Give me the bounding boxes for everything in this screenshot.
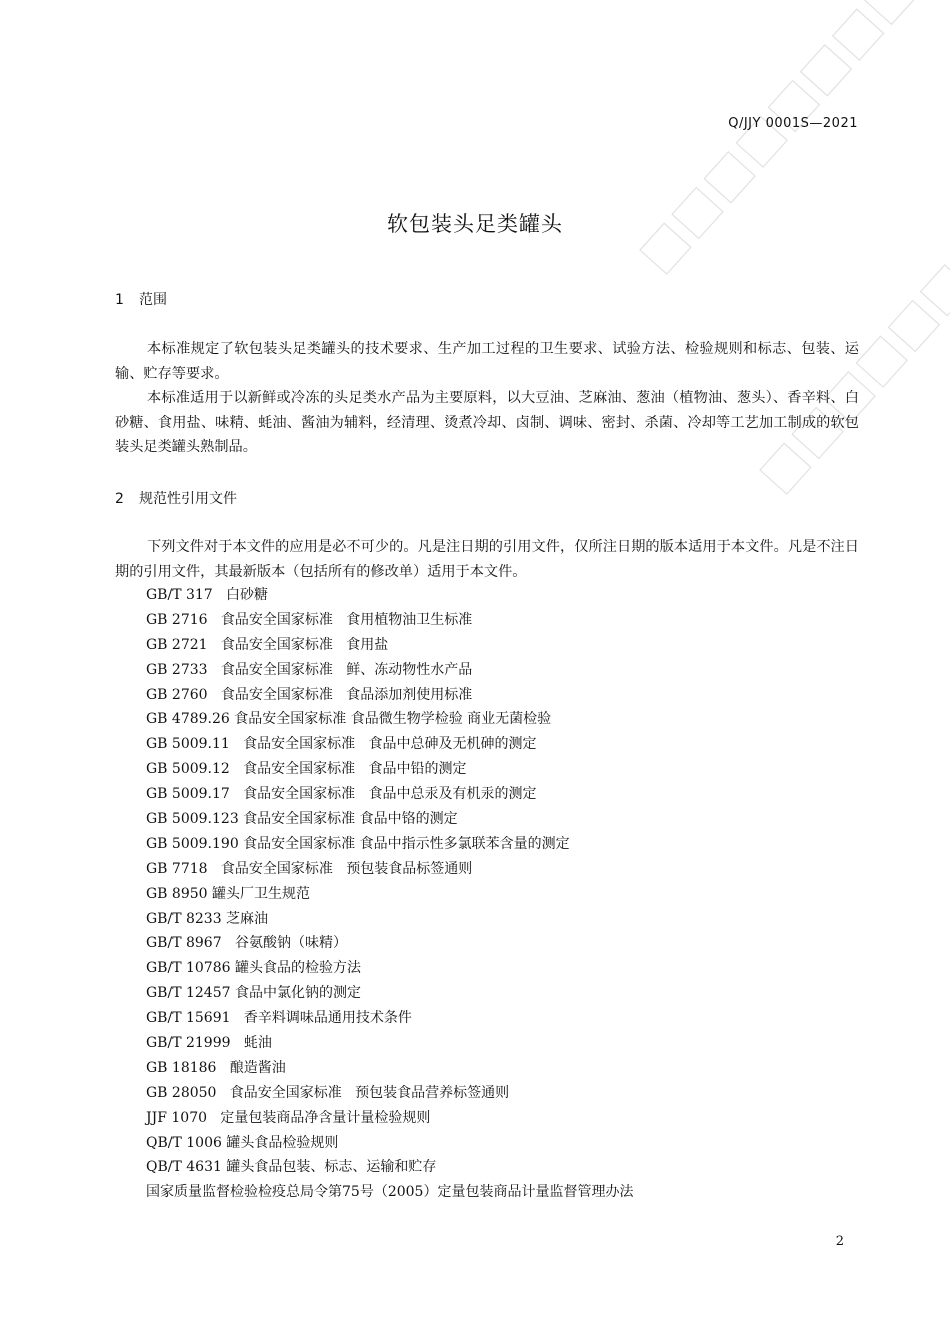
reference-item: GB 5009.123 食品安全国家标准 食品中铬的测定	[146, 811, 458, 828]
reference-item: GB 18186 酿造酱油	[146, 1059, 286, 1076]
reference-item: GB 8950 罐头厂卫生规范	[146, 885, 311, 902]
section-heading-scope	[115, 289, 167, 309]
reference-item: GB 5009.11 食品安全国家标准 食品中总砷及无机砷的测定	[146, 736, 537, 753]
reference-item: GB/T 15691 香辛料调味品通用技术条件	[146, 1010, 412, 1027]
reference-item: GB/T 21999 蚝油	[146, 1035, 272, 1052]
reference-item: GB 5009.17 食品安全国家标准 食品中总汞及有机汞的测定	[146, 786, 537, 803]
section-number: 1	[115, 292, 124, 308]
reference-item: QB/T 1006 罐头食品检验规则	[146, 1134, 339, 1151]
paragraph: 本标准规定了软包装头足类罐头的技术要求、生产加工过程的卫生要求、试验方法、检验规则和标志、包装、运输、贮存等要求。	[115, 341, 859, 382]
reference-item: GB/T 10786 罐头食品的检验方法	[146, 960, 361, 977]
reference-item: GB 4789.26 食品安全国家标准 食品微生物学检验 商业无菌检验	[146, 711, 552, 728]
section-heading-normative-references	[115, 488, 237, 508]
reference-item: GB 28050 食品安全国家标准 预包装食品营养标签通则	[146, 1084, 510, 1101]
reference-item: GB 7718 食品安全国家标准 预包装食品标签通则	[146, 860, 473, 877]
reference-item: GB 2733 食品安全国家标准 鲜、冻动物性水产品	[146, 661, 473, 678]
document-code: Q/JJY 0001S—2021	[728, 116, 858, 131]
reference-item: GB 2760 食品安全国家标准 食品添加剂使用标准	[146, 686, 473, 703]
reference-item: QB/T 4631 罐头食品包装、标志、运输和贮存	[146, 1159, 437, 1176]
reference-item: GB/T 317 白砂糖	[146, 587, 269, 603]
document-title: 软包装头足类罐头	[387, 212, 563, 236]
reference-item: JJF 1070 定量包装商品净含量计量检验规则	[146, 1109, 431, 1126]
reference-item: 国家质量监督检验检疫总局令第75号（2005）定量包装商品计量监督管理办法	[146, 1184, 634, 1201]
reference-list	[146, 583, 633, 1205]
section-title: 规范性引用文件	[139, 491, 237, 507]
paragraph: 下列文件对于本文件的应用是必不可少的。凡是注日期的引用文件，仅所注日期的版本适用于本文件。凡是不注日期的引用文件，其最新版本（包括所有的修改单）适用于本文件。	[115, 539, 859, 580]
paragraph: 本标准适用于以新鲜或冷冻的头足类水产品为主要原料，以大豆油、芝麻油、葱油（植物油、葱头）、香辛料、白砂糖、食用盐、味精、蚝油、酱油为辅料，经清理、烫煮冷却、卤制、调味、密封、杀菌、冷却等工艺加工制成的软包装头足类罐头熟制品。	[115, 390, 859, 455]
reference-item: GB/T 8233 芝麻油	[146, 910, 269, 927]
reference-item: GB 5009.12 食品安全国家标准 食品中铅的测定	[146, 761, 467, 778]
reference-item: GB 2721 食品安全国家标准 食用盐	[146, 636, 389, 653]
reference-item: GB/T 8967 谷氨酸钠（味精）	[146, 935, 347, 952]
section-number: 2	[115, 491, 124, 507]
section-title: 范围	[139, 292, 167, 308]
reference-item: GB 5009.190 食品安全国家标准 食品中指示性多氯联苯含量的测定	[146, 835, 570, 852]
reference-item: GB/T 12457 食品中氯化钠的测定	[146, 985, 361, 1002]
page-number: 2	[835, 1234, 844, 1249]
reference-item: GB 2716 食品安全国家标准 食用植物油卫生标准	[146, 611, 473, 628]
